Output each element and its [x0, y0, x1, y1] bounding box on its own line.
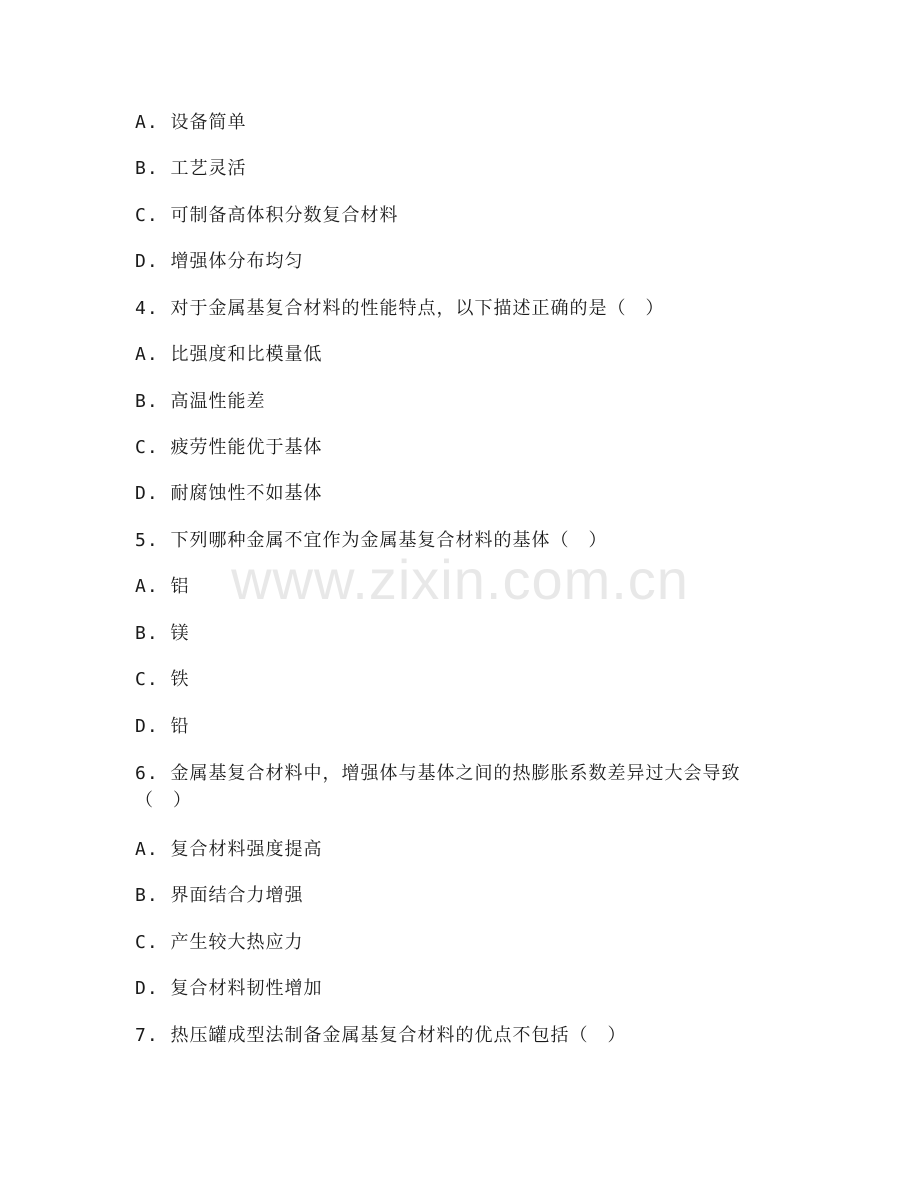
question-5: 5. 下列哪种金属不宜作为金属基复合材料的基体（ ） — [135, 530, 608, 551]
option-5b: B. 镁 — [135, 623, 190, 644]
option-4b: B. 高温性能差 — [135, 391, 266, 412]
option-5a: A. 铝 — [135, 576, 190, 597]
option-4a: A. 比强度和比模量低 — [135, 344, 323, 365]
option-4c: C. 疲劳性能优于基体 — [135, 437, 323, 458]
option-3d: D. 增强体分布均匀 — [135, 251, 304, 272]
question-4: 4. 对于金属基复合材料的性能特点，以下描述正确的是（ ） — [135, 298, 665, 319]
option-6c: C. 产生较大热应力 — [135, 932, 304, 953]
option-3b: B. 工艺灵活 — [135, 158, 247, 179]
watermark: www.zixin.com.cn — [231, 548, 689, 611]
option-5c: C. 铁 — [135, 669, 190, 690]
option-3a: A. 设备简单 — [135, 112, 247, 133]
question-7: 7. 热压罐成型法制备金属基复合材料的优点不包括（ ） — [135, 1025, 627, 1046]
option-6b: B. 界面结合力增强 — [135, 885, 304, 906]
option-3c: C. 可制备高体积分数复合材料 — [135, 205, 399, 226]
option-4d: D. 耐腐蚀性不如基体 — [135, 483, 323, 504]
option-5d: D. 铅 — [135, 716, 190, 737]
question-6: 6. 金属基复合材料中，增强体与基体之间的热膨胀系数差异过大会导致（ ） — [135, 763, 741, 811]
option-6a: A. 复合材料强度提高 — [135, 839, 323, 860]
option-6d: D. 复合材料韧性增加 — [135, 978, 323, 999]
